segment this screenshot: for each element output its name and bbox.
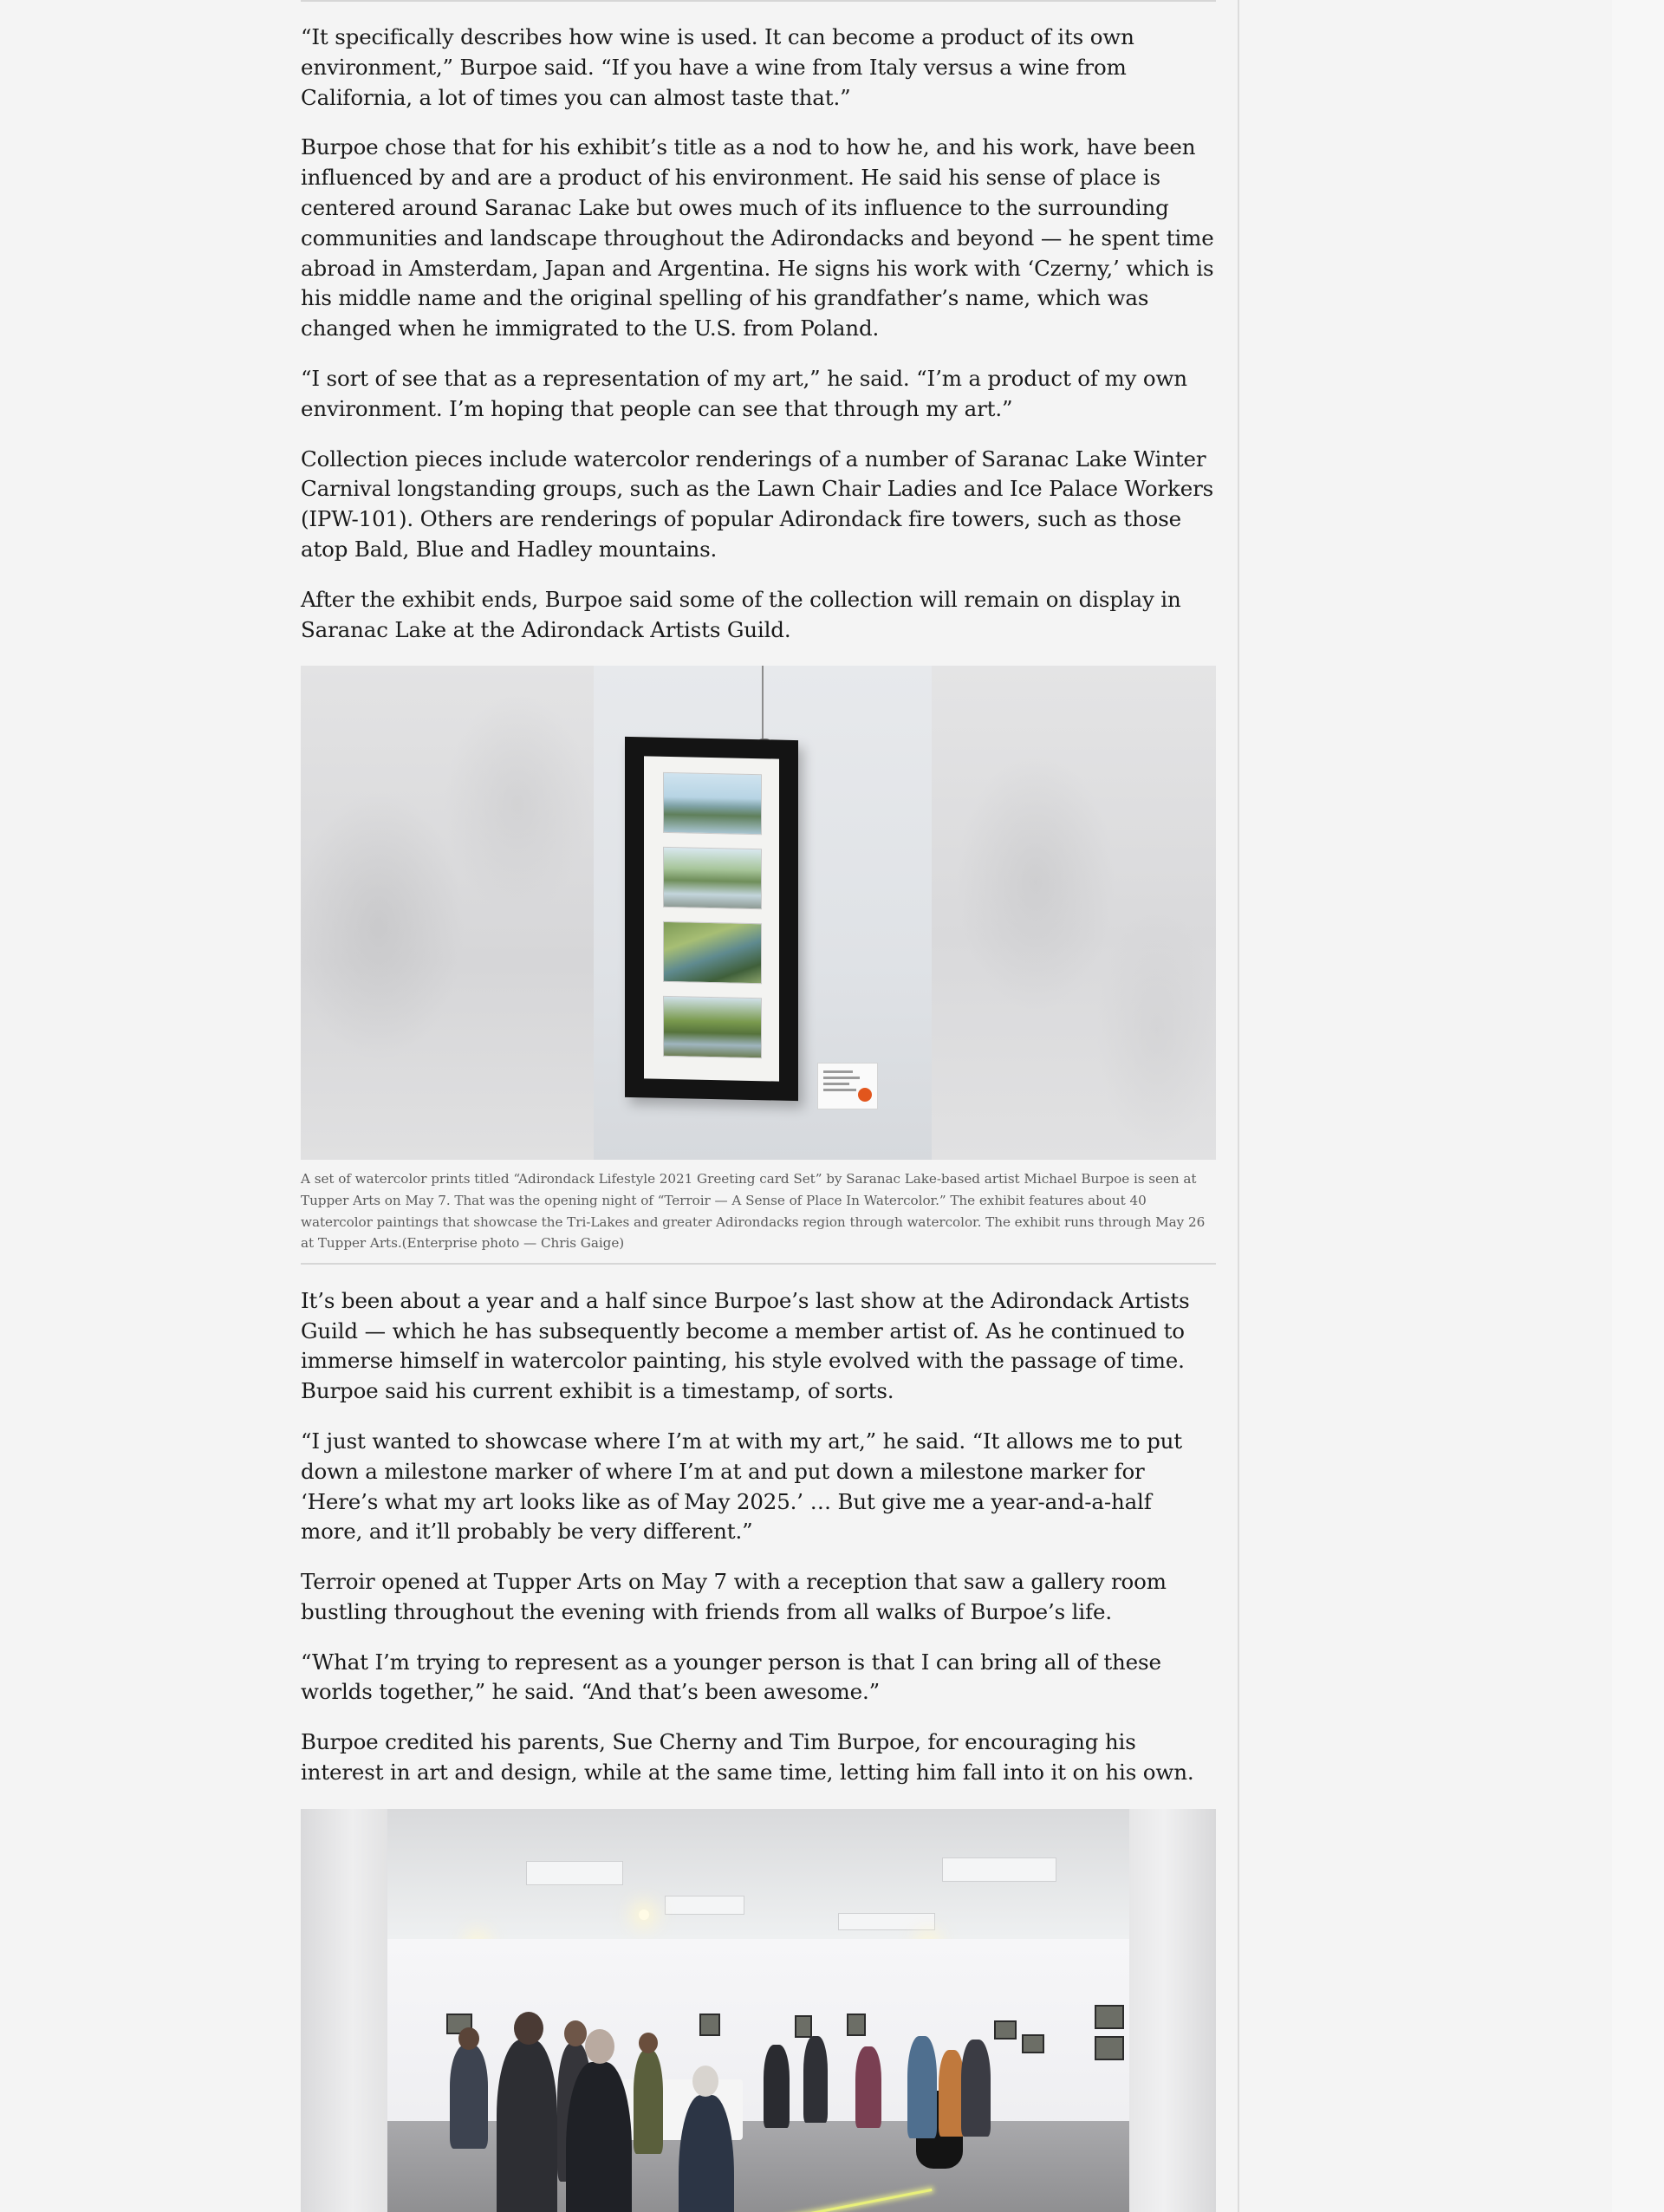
article-paragraph: Burpoe credited his parents, Sue Cherny and Tim Burpoe, for encouraging his interest in art and design, while at the same time, letting him fall into it on his own. [301,1729,1194,1786]
artwork-label-card [817,1063,878,1109]
picture-frame [625,737,798,1101]
article-paragraph: Collection pieces include watercolor renderings of a number of Saranac Lake Winter Carnival longstanding groups, such as the Lawn Chair Ladies and Ice Palace Workers (IPW-101). Others are renderings of popular Adirondack fire towers, such as those atop Bald, Blue and Hadley mountains. [301,446,1214,562]
image-blur-backdrop-left [301,1809,387,2212]
visitor [566,2062,632,2212]
wall-painting [1095,2036,1124,2060]
wall-painting [1022,2034,1044,2053]
top-divider [301,0,1216,2]
watercolor-print [663,921,762,984]
track-light [639,1909,649,1920]
watercolor-print [663,847,762,909]
image-blur-backdrop-left [301,666,594,1160]
figure-caption: A set of watercolor prints titled “Adirondack Lifestyle 2021 Greeting card Set” by Saranac Lake-based artist Michael Burpoe is seen at Tupper Arts on May 7. That was the opening night of “Terroir — A Sense of Place In Watercolor.” The exhibit features about 40 watercolor paintings that showcase the Tri-Lakes and greater Adirondacks region through watercolor. The exhibit runs through May 26 at Tupper Arts.(Enterprise photo — Chris Gaige) [301,1171,1206,1252]
sold-dot [858,1088,872,1102]
right-gutter [1612,0,1664,2212]
article-paragraph: “It specifically describes how wine is used. It can become a product of its own environment,” Burpoe said. “If you have a wine from Italy versus a wine from California, a lot of times you can almost taste that.” [301,24,1134,110]
visitor-head [692,2066,718,2097]
article-paragraph: It’s been about a year and a half since Burpoe’s last show at the Adirondack Artists Guild — which he has subsequently become a member artist of. As he continued to immerse himself in watercolor painting, his style evolved with the passage of time. Burpoe said his current exhibit is a timestamp, of sorts. [301,1287,1190,1404]
visitor-head [639,2033,658,2053]
figure-watercolor-prints[interactable] [301,666,1216,1160]
photo-gallery-room [387,1809,1129,2212]
right-sidebar [1238,0,1612,2212]
visitor [855,2046,881,2128]
image-blur-backdrop-right [1129,1809,1216,2212]
visitor [679,2095,734,2212]
wall-painting [847,2014,866,2036]
visitor [764,2045,790,2128]
figure-gallery-reception[interactable] [301,1809,1216,2212]
article-paragraph: After the exhibit ends, Burpoe said some of the collection will remain on display in Saranac Lake at the Adirondack Artists Guild. [301,586,1181,642]
visitor [961,2040,991,2137]
visitor-head [585,2029,614,2064]
watercolor-print [663,996,762,1058]
visitor-head [514,2012,543,2045]
article-body [301,0,1216,2212]
visitor [803,2036,828,2123]
visitor [450,2045,488,2149]
visitor [907,2036,937,2138]
photo-framed-watercolor-set [594,666,932,1160]
watercolor-print [663,772,762,835]
hanging-wire [762,666,764,740]
image-blur-backdrop-right [932,666,1216,1160]
ceiling-light-panel [526,1861,623,1885]
caption-divider [301,1263,1216,1265]
article-paragraph: “I sort of see that as a representation of my art,” he said. “I’m a product of my own environment. I’m hoping that people can see that through my art.” [301,365,1187,421]
visitor-head [564,2020,587,2046]
article-paragraph: “I just wanted to showcase where I’m at with my art,” he said. “It allows me to put down a milestone marker of where I’m at and put down a milestone marker for ‘Here’s what my art looks like as of May 2025.’ … But give me a year-and-a-half more, and it’ll probably be very different.” [301,1428,1183,1545]
wall-painting [994,2020,1017,2040]
ceiling-light-panel [942,1857,1056,1882]
article-paragraph: Terroir opened at Tupper Arts on May 7 with a reception that saw a gallery room bustling throughout the evening with friends from all walks of Burpoe’s life. [301,1569,1167,1624]
article-paragraph: Burpoe chose that for his exhibit’s title as a nod to how he, and his work, have been influenced by and are a product of his environment. He said his sense of place is centered around Saranac Lake but owes much of its influence to the surrounding communities and landscape throughout the Adirondacks and beyond — he spent time abroad in Amsterdam, Japan and Argentina. He signs his work with ‘Czerny,’ which is his middle name and the original spelling of his grandfather’s name, which was changed when he immigrated to the U.S. from Poland. [301,134,1214,342]
ceiling-light-panel [665,1896,744,1915]
wall-painting [1095,2005,1124,2029]
article-paragraph: “What I’m trying to represent as a younger person is that I can bring all of these worlds together,” he said. “And that’s been awesome.” [301,1649,1161,1705]
visitor [634,2050,663,2154]
visitor-head [458,2027,479,2050]
wall-painting [795,2015,812,2038]
frame-mat [644,757,779,1082]
wall-painting [699,2014,720,2036]
ceiling-light-panel [838,1913,935,1930]
visitor [497,2040,557,2212]
